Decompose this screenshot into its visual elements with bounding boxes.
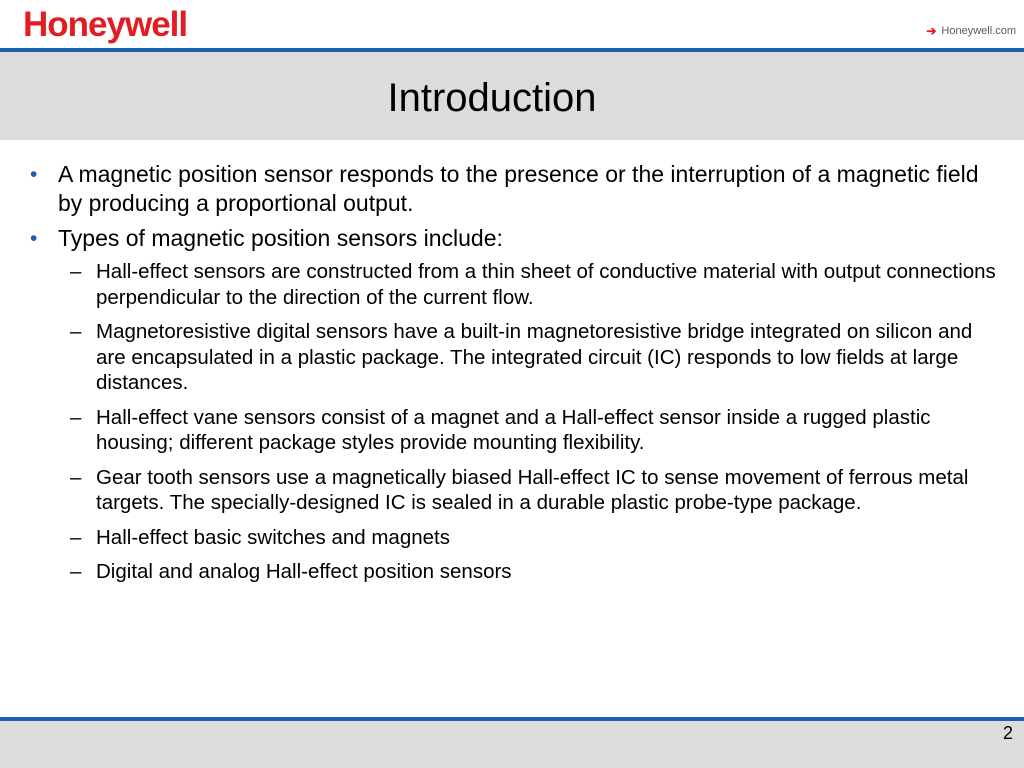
bullet-dot: • <box>30 163 38 186</box>
bullet-item <box>30 160 1005 218</box>
bullet-text: A magnetic position sensor responds to the presence or the interruption of a magnetic field by producing a proportional output. <box>58 161 979 216</box>
sub-item <box>30 259 1005 310</box>
sub-item <box>30 405 1005 456</box>
sub-item-dash: – <box>70 465 82 489</box>
sub-item <box>30 465 1005 516</box>
sub-item-text: Digital and analog Hall-effect position sensors <box>96 560 512 583</box>
sub-item-text: Hall-effect basic switches and magnets <box>96 525 450 549</box>
sub-item-dash: – <box>70 560 82 583</box>
sub-item-dash: – <box>70 320 82 343</box>
slide-title: Introduction <box>387 76 597 120</box>
bullet-dot: • <box>30 227 38 250</box>
sub-item <box>30 559 1005 585</box>
arrow-right-icon: ➔ <box>926 24 937 38</box>
sub-item-text: Hall-effect vane sensors consist of a magnet and a Hall-effect sensor inside a rugged plastic housing; different package styles provide mounting flexibility. <box>96 405 931 454</box>
sub-item-dash: – <box>70 525 82 549</box>
sub-item-text: Hall-effect sensors are constructed from a thin sheet of conductive material with output connections perpendicular to the direction of the current flow. <box>96 260 996 309</box>
sub-item-text: Gear tooth sensors use a magnetically biased Hall-effect IC to sense movement of ferrous metal targets. The specially-designed IC is sealed in a durable plastic probe-type package. <box>96 465 969 514</box>
honeywell-site-link[interactable] <box>926 24 1016 38</box>
honeywell-logo: Honeywell <box>23 5 188 44</box>
sub-item <box>30 319 1005 396</box>
bullet-item <box>30 224 1005 253</box>
page-number: 2 <box>1002 723 1013 743</box>
slide-header <box>0 0 1024 48</box>
bullet-text: Types of magnetic position sensors include: <box>58 225 503 251</box>
sub-item-dash: – <box>70 260 82 283</box>
sub-item <box>30 525 1005 551</box>
slide-content <box>30 160 1005 594</box>
site-link-label: Honeywell.com <box>941 25 1016 37</box>
sub-item-dash: – <box>70 405 82 429</box>
footer-band <box>0 721 1024 768</box>
sub-item-text: Magnetoresistive digital sensors have a built-in magnetoresistive bridge integrated on silicon and are encapsulated in a plastic package. The integrated circuit (IC) responds to low fields at large distances. <box>96 320 973 394</box>
